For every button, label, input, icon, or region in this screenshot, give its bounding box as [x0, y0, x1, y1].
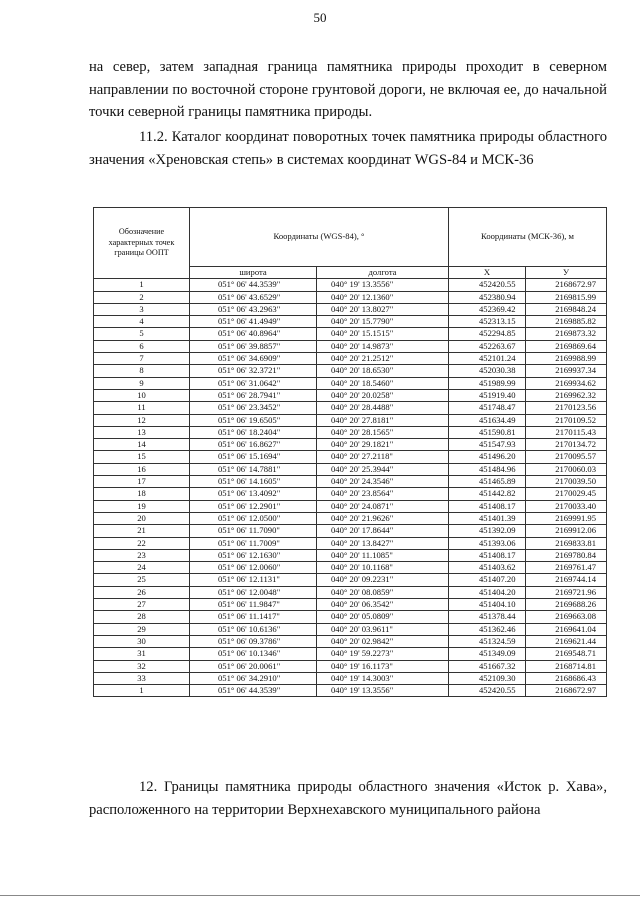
cell-x: 451392.09 — [449, 525, 526, 537]
cell-point: 4 — [94, 316, 190, 328]
cell-lon: 040° 20' 14.9873" — [317, 340, 449, 352]
cell-x: 452313.15 — [449, 316, 526, 328]
table-row — [94, 402, 607, 414]
table-row — [94, 328, 607, 340]
cell-x: 452263.67 — [449, 340, 526, 352]
cell-lat: 051° 06' 34.2910" — [190, 672, 317, 684]
table-row — [94, 599, 607, 611]
table-row — [94, 463, 607, 475]
cell-y: 2169721.96 — [526, 586, 607, 598]
cell-x: 452109.30 — [449, 672, 526, 684]
cell-y: 2169641.04 — [526, 623, 607, 635]
cell-y: 2170134.72 — [526, 439, 607, 451]
table-row — [94, 377, 607, 389]
table-row — [94, 303, 607, 315]
cell-lat: 051° 06' 28.7941" — [190, 389, 317, 401]
cell-lon: 040° 19' 13.3556" — [317, 685, 449, 697]
cell-x: 451349.09 — [449, 648, 526, 660]
cell-lat: 051° 06' 34.6909" — [190, 353, 317, 365]
cell-y: 2169833.81 — [526, 537, 607, 549]
cell-point: 26 — [94, 586, 190, 598]
cell-lat: 051° 06' 12.1131" — [190, 574, 317, 586]
cell-y: 2169688.26 — [526, 599, 607, 611]
cell-y: 2170123.56 — [526, 402, 607, 414]
cell-lon: 040° 20' 27.8181" — [317, 414, 449, 426]
cell-lat: 051° 06' 32.3721" — [190, 365, 317, 377]
cell-x: 451401.39 — [449, 512, 526, 524]
table-row — [94, 316, 607, 328]
cell-x: 452101.24 — [449, 353, 526, 365]
table-row — [94, 340, 607, 352]
cell-lon: 040° 20' 03.9611" — [317, 623, 449, 635]
table-row — [94, 648, 607, 660]
cell-x: 451408.17 — [449, 549, 526, 561]
table-body — [94, 279, 607, 697]
cell-x: 451404.20 — [449, 586, 526, 598]
intro-paragraph — [89, 56, 607, 124]
section-12-text: 12. Границы памятника природы областного значения «Исток р. Хава», расположенного на территории Верхнехавского муниципального района — [89, 779, 607, 818]
cell-lat: 051° 06' 19.6505" — [190, 414, 317, 426]
page-number: 50 — [313, 10, 327, 25]
cell-lon: 040° 20' 21.9626" — [317, 512, 449, 524]
cell-lat: 051° 06' 09.3786" — [190, 635, 317, 647]
cell-x: 452420.55 — [449, 279, 526, 291]
cell-point: 1 — [94, 685, 190, 697]
cell-lon: 040° 20' 06.3542" — [317, 599, 449, 611]
table-row — [94, 389, 607, 401]
cell-point: 23 — [94, 549, 190, 561]
cell-point: 16 — [94, 463, 190, 475]
cell-lon: 040° 20' 05.0809" — [317, 611, 449, 623]
cell-x: 451590.81 — [449, 426, 526, 438]
table-header-row — [94, 208, 607, 267]
cell-point: 30 — [94, 635, 190, 647]
section-11-2-text: 11.2. Каталог координат поворотных точек памятника природы областного значения «Хреновская степь» в системах координат WGS-84 и МСК-36 — [89, 129, 607, 168]
cell-y: 2169744.14 — [526, 574, 607, 586]
cell-lat: 051° 06' 43.6529" — [190, 291, 317, 303]
section-12-heading — [89, 776, 607, 821]
cell-point: 31 — [94, 648, 190, 660]
cell-point: 8 — [94, 365, 190, 377]
cell-y: 2170109.52 — [526, 414, 607, 426]
cell-y: 2168714.81 — [526, 660, 607, 672]
cell-y: 2169937.34 — [526, 365, 607, 377]
table-row — [94, 549, 607, 561]
cell-point: 18 — [94, 488, 190, 500]
cell-x: 451634.49 — [449, 414, 526, 426]
table-row — [94, 525, 607, 537]
cell-x: 451393.06 — [449, 537, 526, 549]
table-row — [94, 488, 607, 500]
cell-lat: 051° 06' 39.8857" — [190, 340, 317, 352]
cell-y: 2169988.99 — [526, 353, 607, 365]
cell-lat: 051° 06' 10.6136" — [190, 623, 317, 635]
cell-y: 2169873.32 — [526, 328, 607, 340]
subheader-lon: долгота — [317, 267, 449, 279]
cell-point: 10 — [94, 389, 190, 401]
table-row — [94, 685, 607, 697]
cell-lon: 040° 20' 11.1085" — [317, 549, 449, 561]
cell-lon: 040° 20' 24.0871" — [317, 500, 449, 512]
cell-x: 451442.82 — [449, 488, 526, 500]
cell-y: 2169761.47 — [526, 562, 607, 574]
cell-y: 2170033.40 — [526, 500, 607, 512]
cell-lon: 040° 20' 24.3546" — [317, 476, 449, 488]
cell-lat: 051° 06' 11.7090" — [190, 525, 317, 537]
cell-point: 27 — [94, 599, 190, 611]
cell-lat: 051° 06' 41.4949" — [190, 316, 317, 328]
cell-x: 451667.32 — [449, 660, 526, 672]
cell-point: 6 — [94, 340, 190, 352]
cell-lat: 051° 06' 31.0642" — [190, 377, 317, 389]
cell-point: 15 — [94, 451, 190, 463]
cell-point: 25 — [94, 574, 190, 586]
cell-lon: 040° 20' 18.6530" — [317, 365, 449, 377]
cell-point: 22 — [94, 537, 190, 549]
cell-lon: 040° 20' 23.8564" — [317, 488, 449, 500]
cell-x: 451748.47 — [449, 402, 526, 414]
cell-lat: 051° 06' 13.4092" — [190, 488, 317, 500]
header-msk: Координаты (МСК-36), м — [449, 208, 607, 267]
cell-lon: 040° 20' 28.1565" — [317, 426, 449, 438]
cell-point: 33 — [94, 672, 190, 684]
cell-point: 21 — [94, 525, 190, 537]
cell-lon: 040° 20' 13.8027" — [317, 303, 449, 315]
cell-y: 2170095.57 — [526, 451, 607, 463]
cell-lat: 051° 06' 10.1346" — [190, 648, 317, 660]
cell-y: 2169780.84 — [526, 549, 607, 561]
cell-point: 7 — [94, 353, 190, 365]
cell-lon: 040° 20' 17.8644" — [317, 525, 449, 537]
cell-point: 19 — [94, 500, 190, 512]
cell-lon: 040° 20' 13.8427" — [317, 537, 449, 549]
table-row — [94, 635, 607, 647]
cell-x: 452030.38 — [449, 365, 526, 377]
cell-y: 2169815.99 — [526, 291, 607, 303]
cell-point: 2 — [94, 291, 190, 303]
cell-lat: 051° 06' 12.0060" — [190, 562, 317, 574]
cell-point: 14 — [94, 439, 190, 451]
cell-x: 451484.96 — [449, 463, 526, 475]
cell-lon: 040° 19' 13.3556" — [317, 279, 449, 291]
cell-lat: 051° 06' 40.8964" — [190, 328, 317, 340]
cell-lon: 040° 19' 59.2273" — [317, 648, 449, 660]
table-row — [94, 451, 607, 463]
cell-y: 2169548.71 — [526, 648, 607, 660]
table-row — [94, 574, 607, 586]
table-row — [94, 537, 607, 549]
coordinates-table — [93, 207, 607, 697]
cell-y: 2169934.62 — [526, 377, 607, 389]
cell-point: 9 — [94, 377, 190, 389]
cell-lat: 051° 06' 14.7881" — [190, 463, 317, 475]
subheader-x: X — [449, 267, 526, 279]
table-row — [94, 512, 607, 524]
cell-x: 452380.94 — [449, 291, 526, 303]
cell-lat: 051° 06' 12.2901" — [190, 500, 317, 512]
cell-lon: 040° 19' 16.1173" — [317, 660, 449, 672]
table-row — [94, 365, 607, 377]
table-row — [94, 672, 607, 684]
cell-lon: 040° 20' 12.1360" — [317, 291, 449, 303]
table-row — [94, 279, 607, 291]
cell-y: 2169912.06 — [526, 525, 607, 537]
cell-x: 451378.44 — [449, 611, 526, 623]
cell-y: 2170060.03 — [526, 463, 607, 475]
table-row — [94, 500, 607, 512]
cell-x: 452420.55 — [449, 685, 526, 697]
cell-lat: 051° 06' 43.2963" — [190, 303, 317, 315]
cell-lon: 040° 20' 20.0258" — [317, 389, 449, 401]
cell-lon: 040° 20' 15.1515" — [317, 328, 449, 340]
cell-x: 451404.10 — [449, 599, 526, 611]
cell-y: 2168686.43 — [526, 672, 607, 684]
header-point: Обозначение характерных точек границы ООПТ — [94, 208, 190, 279]
cell-lat: 051° 06' 12.0048" — [190, 586, 317, 598]
cell-x: 451362.46 — [449, 623, 526, 635]
cell-x: 451465.89 — [449, 476, 526, 488]
cell-y: 2170115.43 — [526, 426, 607, 438]
cell-lat: 051° 06' 15.1694" — [190, 451, 317, 463]
header-wgs: Координаты (WGS-84), ° — [190, 208, 449, 267]
table-row — [94, 623, 607, 635]
cell-point: 13 — [94, 426, 190, 438]
cell-lon: 040° 20' 25.3944" — [317, 463, 449, 475]
cell-lat: 051° 06' 11.7009" — [190, 537, 317, 549]
cell-x: 451919.40 — [449, 389, 526, 401]
cell-point: 29 — [94, 623, 190, 635]
cell-lon: 040° 20' 09.2231" — [317, 574, 449, 586]
cell-lon: 040° 20' 21.2512" — [317, 353, 449, 365]
cell-lon: 040° 19' 14.3003" — [317, 672, 449, 684]
cell-point: 28 — [94, 611, 190, 623]
cell-x: 451408.17 — [449, 500, 526, 512]
table-row — [94, 439, 607, 451]
table-row — [94, 291, 607, 303]
cell-x: 451407.20 — [449, 574, 526, 586]
cell-point: 12 — [94, 414, 190, 426]
table-row — [94, 586, 607, 598]
cell-y: 2169869.64 — [526, 340, 607, 352]
table-row — [94, 660, 607, 672]
cell-x: 451324.59 — [449, 635, 526, 647]
cell-point: 17 — [94, 476, 190, 488]
cell-x: 451403.62 — [449, 562, 526, 574]
cell-point: 32 — [94, 660, 190, 672]
cell-lon: 040° 20' 27.2118" — [317, 451, 449, 463]
cell-lon: 040° 20' 02.9842" — [317, 635, 449, 647]
cell-lat: 051° 06' 16.8627" — [190, 439, 317, 451]
cell-lon: 040° 20' 28.4488" — [317, 402, 449, 414]
cell-point: 3 — [94, 303, 190, 315]
cell-point: 20 — [94, 512, 190, 524]
cell-y: 2169962.32 — [526, 389, 607, 401]
cell-point: 24 — [94, 562, 190, 574]
cell-lat: 051° 06' 18.2404" — [190, 426, 317, 438]
cell-lon: 040° 20' 08.0859" — [317, 586, 449, 598]
cell-lat: 051° 06' 12.0500" — [190, 512, 317, 524]
cell-y: 2168672.97 — [526, 279, 607, 291]
cell-point: 5 — [94, 328, 190, 340]
cell-point: 11 — [94, 402, 190, 414]
cell-y: 2169848.24 — [526, 303, 607, 315]
cell-lat: 051° 06' 14.1605" — [190, 476, 317, 488]
cell-lat: 051° 06' 44.3539" — [190, 685, 317, 697]
cell-x: 452369.42 — [449, 303, 526, 315]
cell-y: 2169621.44 — [526, 635, 607, 647]
cell-y: 2170029.45 — [526, 488, 607, 500]
cell-lat: 051° 06' 11.1417" — [190, 611, 317, 623]
cell-x: 451989.99 — [449, 377, 526, 389]
cell-lon: 040° 20' 15.7790" — [317, 316, 449, 328]
cell-y: 2169663.08 — [526, 611, 607, 623]
table-row — [94, 353, 607, 365]
cell-lat: 051° 06' 23.3452" — [190, 402, 317, 414]
cell-x: 451547.93 — [449, 439, 526, 451]
table-row — [94, 476, 607, 488]
cell-y: 2169991.95 — [526, 512, 607, 524]
table-row — [94, 414, 607, 426]
cell-lat: 051° 06' 12.1630" — [190, 549, 317, 561]
cell-lon: 040° 20' 18.5460" — [317, 377, 449, 389]
cell-lon: 040° 20' 29.1821" — [317, 439, 449, 451]
cell-point: 1 — [94, 279, 190, 291]
cell-y: 2168672.97 — [526, 685, 607, 697]
cell-lat: 051° 06' 20.0061" — [190, 660, 317, 672]
table-row — [94, 426, 607, 438]
table-row — [94, 562, 607, 574]
cell-x: 452294.85 — [449, 328, 526, 340]
cell-y: 2170039.50 — [526, 476, 607, 488]
cell-lon: 040° 20' 10.1168" — [317, 562, 449, 574]
subheader-y: У — [526, 267, 607, 279]
cell-lat: 051° 06' 11.9847" — [190, 599, 317, 611]
table-row — [94, 611, 607, 623]
intro-text: на север, затем западная граница памятника природы проходит в северном направлении по восточной стороне грунтовой дороги, не включая ее, до начальной точки северной границы памятника природы. — [89, 59, 607, 120]
subheader-lat: широта — [190, 267, 317, 279]
cell-lat: 051° 06' 44.3539" — [190, 279, 317, 291]
page-bottom-edge — [0, 895, 640, 896]
cell-x: 451496.20 — [449, 451, 526, 463]
section-11-2-heading — [89, 126, 607, 171]
cell-y: 2169885.82 — [526, 316, 607, 328]
